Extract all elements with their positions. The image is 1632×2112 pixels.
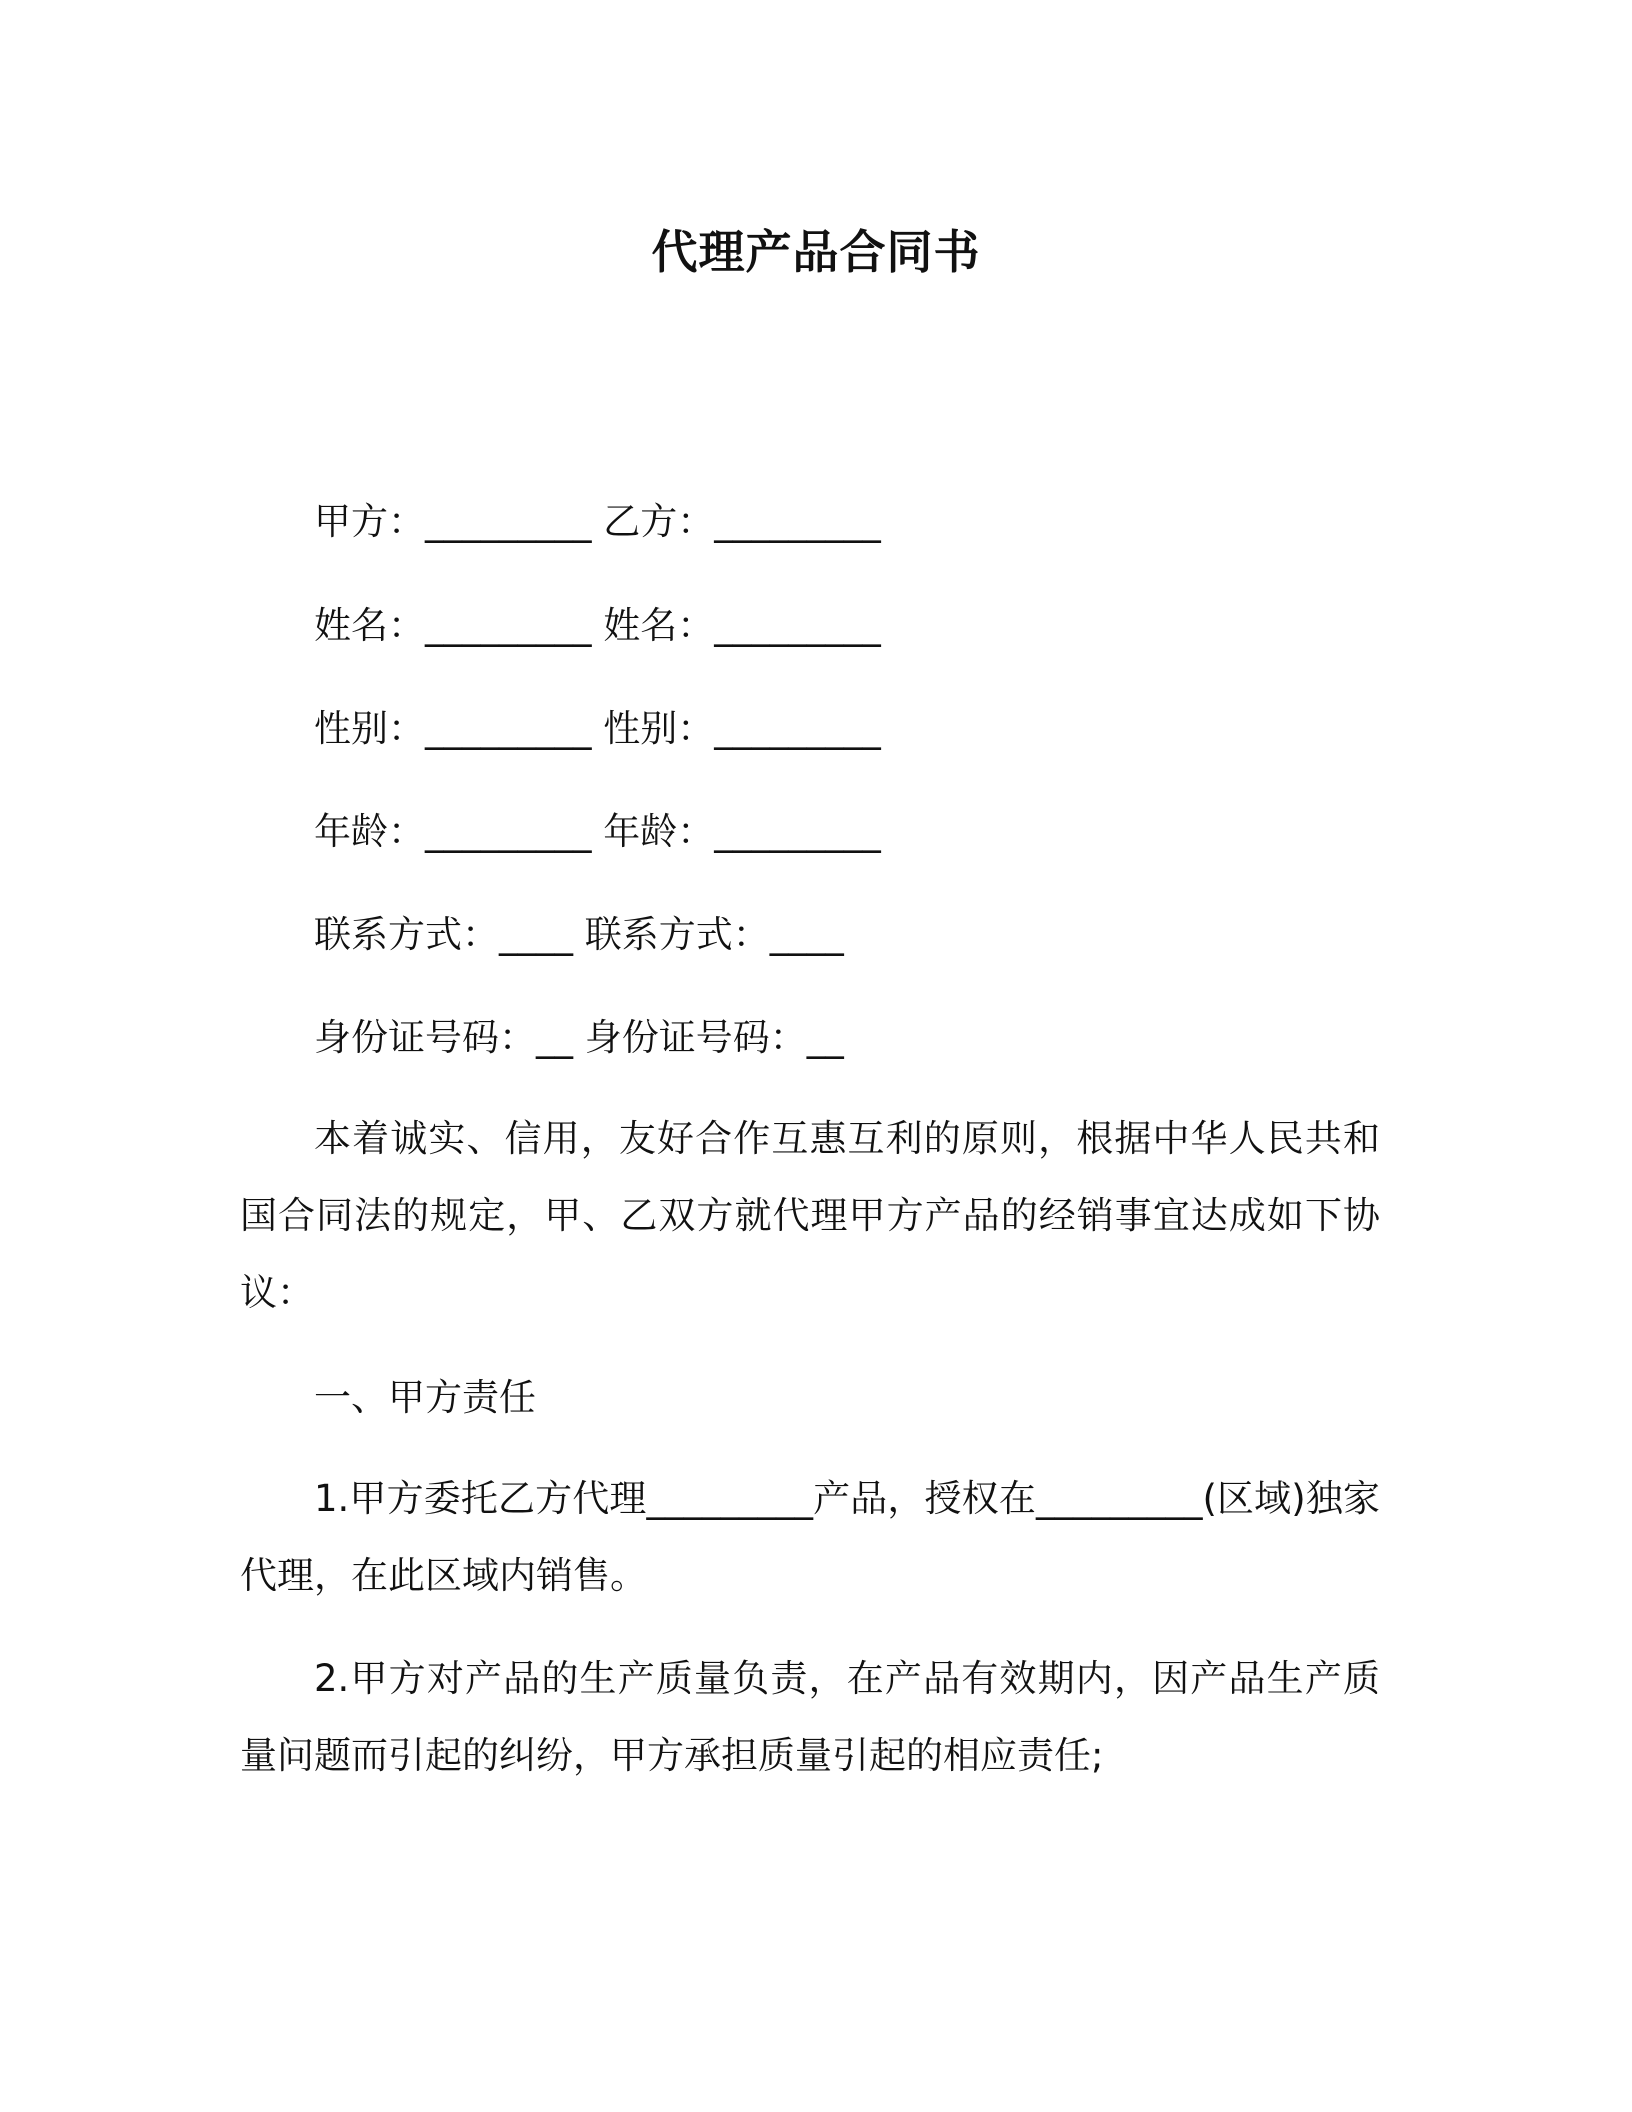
party-line-name: 姓名：_________ 姓名：_________: [314, 604, 881, 647]
party-line-party: 甲方：_________ 乙方：_________: [314, 500, 881, 543]
party-line-contact: 联系方式：____ 联系方式：____: [314, 913, 844, 956]
clause-1: 1.甲方委托乙方代理_________产品，授权在_________(区域)独家代理，在此区域内销售。: [240, 1477, 1380, 1597]
section-heading-party-a-duties: 一、甲方责任: [314, 1376, 536, 1419]
document-title: 代理产品合同书: [651, 225, 981, 279]
party-line-gender: 性别：_________ 性别：_________: [314, 707, 881, 750]
intro-paragraph: 本着诚实、信用，友好合作互惠互利的原则，根据中华人民共和国合同法的规定，甲、乙双方就代理甲方产品的经销事宜达成如下协议：: [240, 1117, 1380, 1314]
party-line-age: 年龄：_________ 年龄：_________: [314, 810, 881, 853]
clause-2: 2.甲方对产品的生产质量负责，在产品有效期内，因产品生产质量问题而引起的纠纷，甲方承担质量引起的相应责任;: [240, 1657, 1380, 1777]
party-line-id-number: 身份证号码：__ 身份证号码：__: [314, 1016, 844, 1059]
